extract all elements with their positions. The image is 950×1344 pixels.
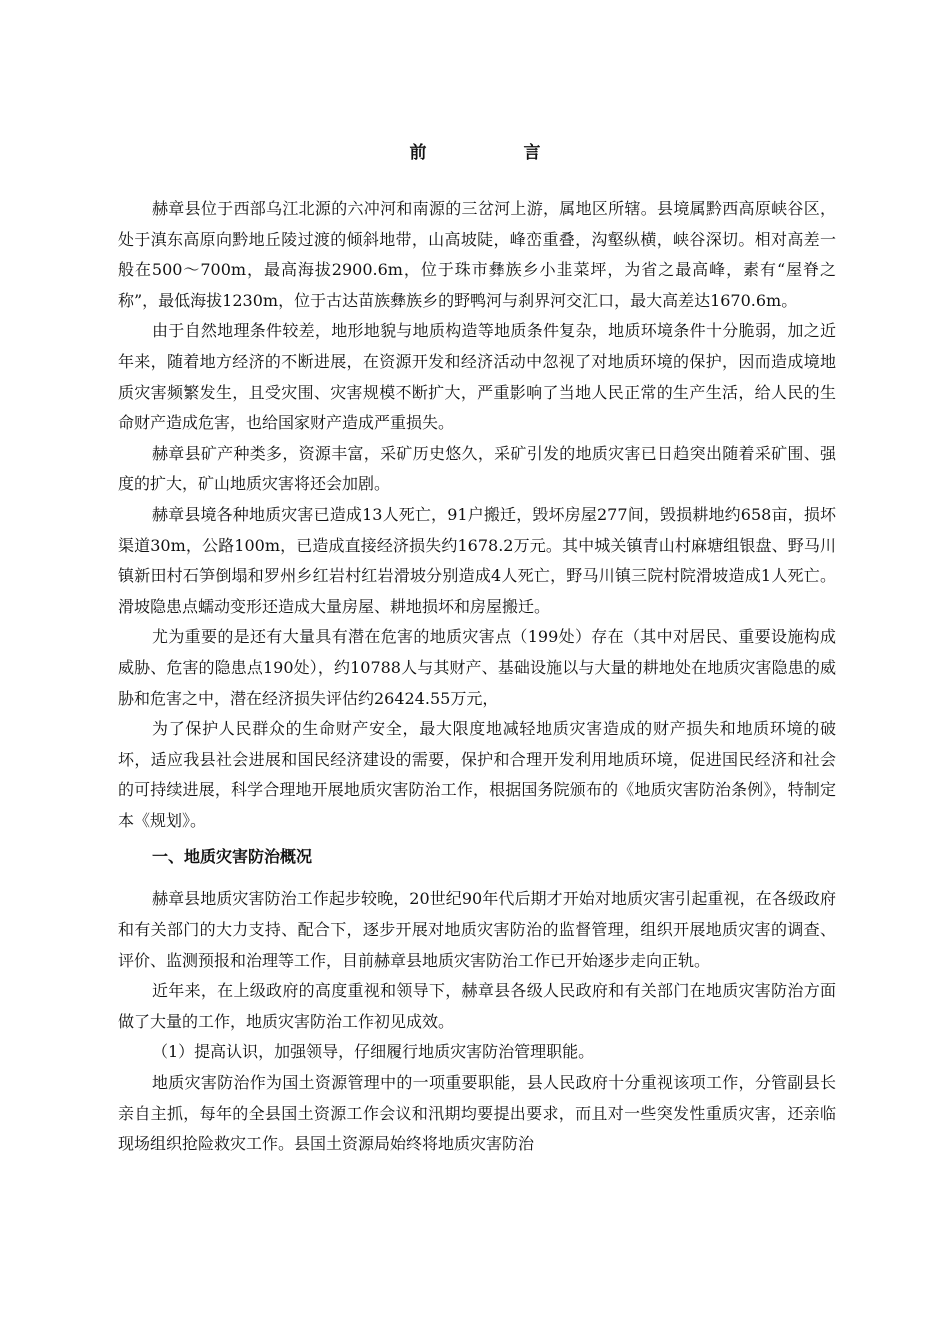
page-title: 前 言 [409, 143, 581, 163]
intro-paragraph: 为了保护人民群众的生命财产安全，最大限度地减轻地质灾害造成的财产损失和地质环境的破坏，适应我县社会进展和国民经济建设的需要，保护和合理开发利用地质环境，促进国民经济和社会的可持续进展，科学合理地开展地质灾害防治工作，根据国务院颁布的《地质灾害防治条例》，特制定本《规划》。 [118, 719, 836, 830]
intro-paragraph: 赫章县位于西部乌江北源的六冲河和南源的三岔河上游，属地区所辖。县境属黔西高原峡谷区，处于滇东高原向黔地丘陵过渡的倾斜地带，山高坡陡，峰峦重叠，沟壑纵横，峡谷深切。相对高差一般在500～700m，最高海拔2900.6m，位于珠市彝族乡小韭菜坪，为省之最高峰，素有“屋脊之称”，最低海拔1230m，位于古达苗族彝族乡的野鸭河与刹界河交汇口，最大高差达1670.6m。 [118, 199, 836, 310]
section-paragraph: 地质灾害防治作为国土资源管理中的一项重要职能，县人民政府十分重视该项工作，分管副县长亲自主抓，每年的全县国土资源工作会议和汛期均要提出要求，而且对一些突发性重质灾害，还亲临现场组织抢险救灾工作。县国土资源局始终将地质灾害防治 [118, 1073, 836, 1154]
intro-paragraph: 尤为重要的是还有大量具有潜在危害的地质灾害点（199处）存在（其中对居民、重要设施构成威胁、危害的隐患点190处），约10788人与其财产、基础设施以与大量的耕地处在地质灾害隐患的威胁和危害之中，潜在经济损失评估约26424.55万元， [118, 627, 836, 708]
intro-paragraph: 赫章县矿产种类多，资源丰富，采矿历史悠久，采矿引发的地质灾害已日趋突出随着采矿围、强度的扩大，矿山地质灾害将还会加剧。 [118, 443, 836, 494]
section-paragraph: 赫章县地质灾害防治工作起步较晚，20世纪90年代后期才开始对地质灾害引起重视，在各级政府和有关部门的大力支持、配合下，逐步开展对地质灾害防治的监督管理，组织开展地质灾害的调查、评价、监测预报和治理等工作，目前赫章县地质灾害防治工作已开始逐步走向正轨。 [118, 889, 836, 970]
section-paragraph: （1）提高认识，加强领导，仔细履行地质灾害防治管理职能。 [152, 1042, 595, 1062]
section-heading: 一、地质灾害防治概况 [152, 847, 313, 867]
intro-paragraph: 赫章县境各种地质灾害已造成13人死亡，91户搬迁，毁坏房屋277间，毁损耕地约658亩，损坏渠道30m，公路100m，已造成直接经济损失约1678.2万元。其中城关镇青山村麻塘组银盘、野马川镇新田村石笋倒塌和罗州乡红岩村红岩滑坡分别造成4人死亡，野马川镇三院村院滑坡造成1人死亡。滑坡隐患点蠕动变形还造成大量房屋、耕地损坏和房屋搬迁。 [118, 504, 836, 616]
section-paragraph: 近年来，在上级政府的高度重视和领导下，赫章县各级人民政府和有关部门在地质灾害防治方面做了大量的工作，地质灾害防治工作初见成效。 [118, 981, 836, 1031]
intro-paragraph: 由于自然地理条件较差，地形地貌与地质构造等地质条件复杂，地质环境条件十分脆弱，加之近年来，随着地方经济的不断进展，在资源开发和经济活动中忽视了对地质环境的保护，因而造成境地质灾害频繁发生，且受灾围、灾害规模不断扩大，严重影响了当地人民正常的生产生活，给人民的生命财产造成危害，也给国家财产造成严重损失。 [118, 321, 836, 433]
document-body [118, 194, 836, 1160]
